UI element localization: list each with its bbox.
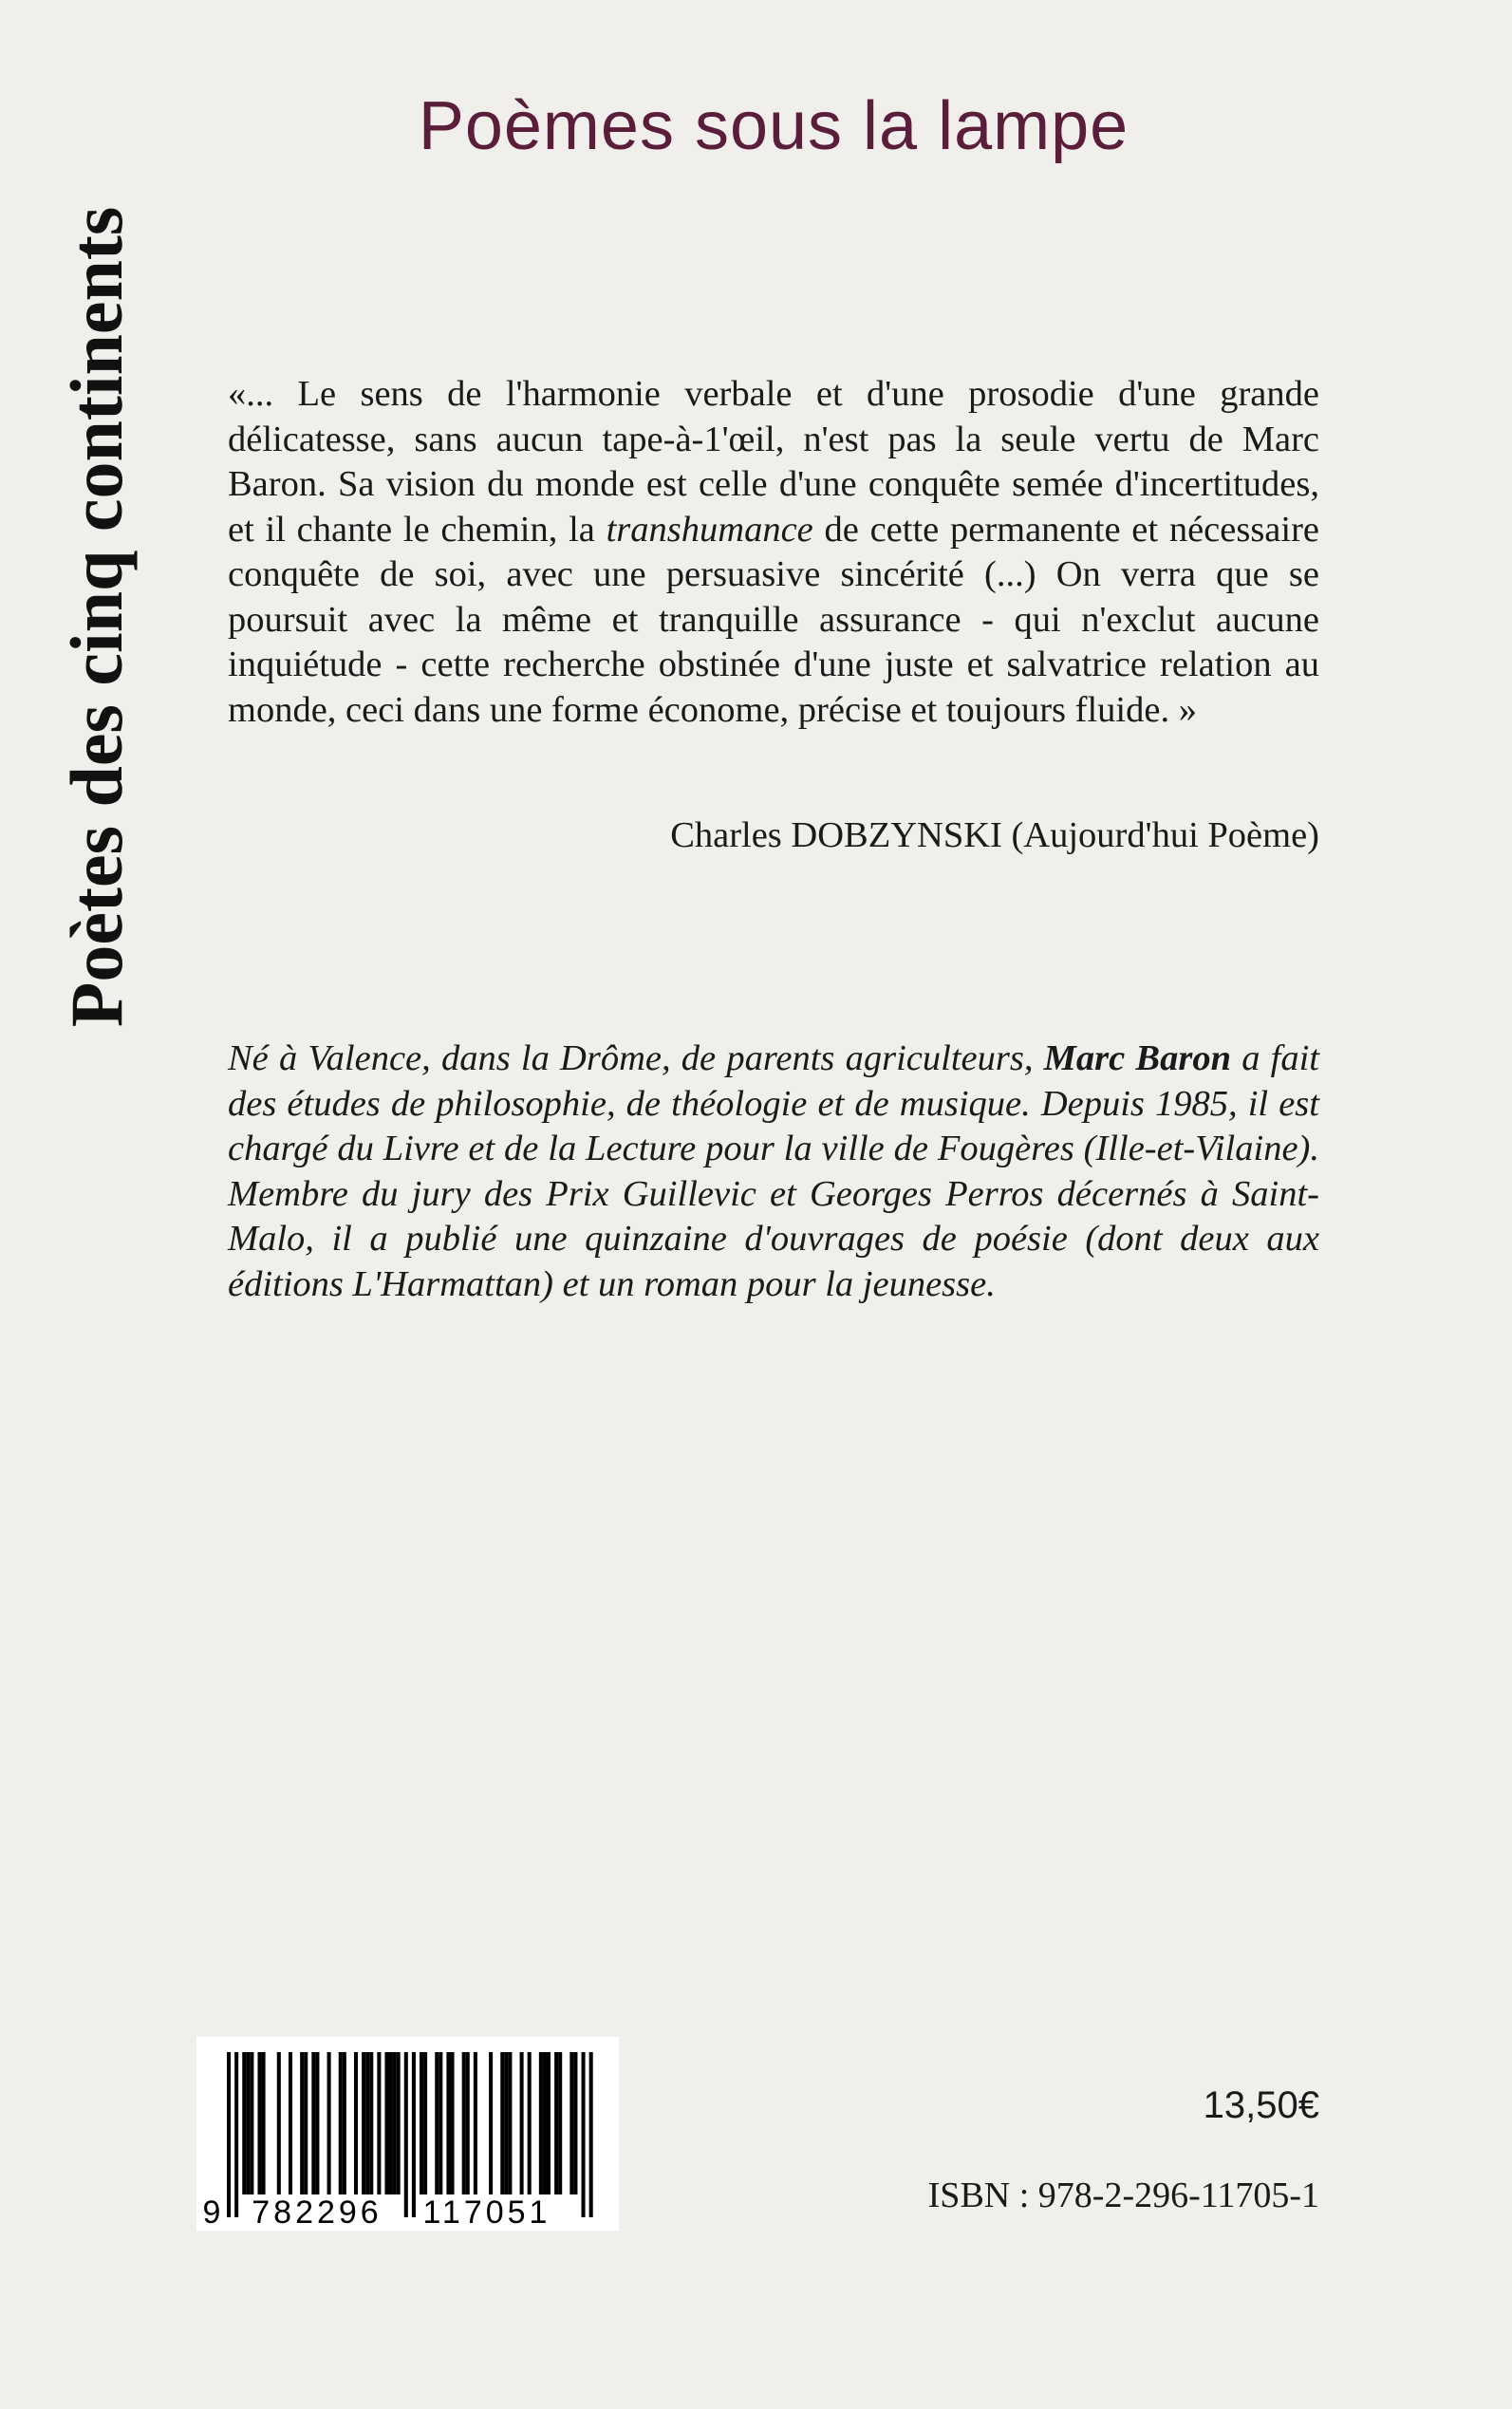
barcode-bar [528, 2052, 532, 2194]
barcode-bar [520, 2052, 524, 2194]
barcode-bar [250, 2052, 253, 2194]
quote-italic-word: transhumance [606, 509, 813, 550]
quote-attribution: Charles DOBZYNSKI (Aujourd'hui Poème) [670, 815, 1319, 855]
quote-text-start: «... Le sens de l'harmonie verbale et d'une prosodie d'une grande délicatesse, sans aucun tape-à-1'œil, n'est pas la seule vertu de Marc Baron. Sa vision du monde est celle d'une conquête semée d'incertitudes, et il chante le chemin, la [228, 374, 1319, 550]
barcode-bar [569, 2052, 573, 2194]
barcode-bar [504, 2052, 508, 2194]
barcode-bar [462, 2052, 466, 2194]
barcode [196, 2037, 619, 2231]
barcode-bar [277, 2052, 281, 2194]
book-title: Poèmes sous la lampe [418, 88, 1129, 164]
barcode-bar [311, 2052, 315, 2194]
quote-text-end: de cette permanente et nécessaire conquête de soi, avec une persuasive sincérité (...) On verra que se poursuit avec la même et tranquille assurance - qui n'exclut aucune inquiétude - cette recherche obstinée d'une juste et salvatrice relation au monde, ceci dans une forme économe, précise et toujours fluide. » [228, 509, 1319, 730]
barcode-bar [377, 2052, 381, 2194]
barcode-first-digit: 9 [202, 2194, 221, 2231]
barcode-bar [539, 2052, 543, 2194]
barcode-bar [489, 2052, 493, 2194]
bio-text-start: Né à Valence, dans la Drôme, de parents agriculteurs, [228, 1038, 1044, 1078]
bio-text-end: a fait des études de philosophie, de théologie et de musique. Depuis 1985, il est chargé du Livre et de la Lecture pour la ville de Fougères (Ille-et-Vilaine). Membre du jury des Prix Guillevic et Georges Perros décernés à Saint-Malo, il a publié une quinzaine d'ouvrages de poésie (dont deux aux éditions L'Harmattan) et un roman pour la jeunesse. [228, 1038, 1319, 1304]
barcode-bar [439, 2052, 442, 2194]
barcode-bar [289, 2052, 292, 2194]
barcode-bar [304, 2052, 308, 2194]
barcode-bar [435, 2052, 439, 2194]
author-bio [228, 1036, 1319, 1307]
barcode-graphic [196, 2037, 619, 2231]
barcode-bar [508, 2052, 512, 2194]
barcode-bar [582, 2052, 586, 2217]
barcode-bar [397, 2052, 401, 2194]
barcode-bar [466, 2052, 470, 2194]
barcode-bar [423, 2052, 427, 2194]
barcode-bar [362, 2052, 365, 2194]
barcode-bar [234, 2052, 238, 2217]
barcode-bar [543, 2052, 547, 2194]
barcode-bar [554, 2052, 558, 2194]
barcode-bar [257, 2052, 261, 2194]
barcode-digits-right: 117051 [422, 2194, 551, 2231]
series-name: Poètes des cinq continents [55, 206, 138, 1028]
barcode-bar [404, 2052, 408, 2217]
barcode-bar [500, 2052, 504, 2194]
barcode-bar [589, 2052, 593, 2217]
barcode-bar [446, 2052, 450, 2194]
barcode-bar [393, 2052, 397, 2194]
price: 13,50€ [1203, 2084, 1319, 2126]
barcode-bar [450, 2052, 454, 2194]
barcode-bar [558, 2052, 562, 2194]
barcode-bar [315, 2052, 319, 2194]
barcode-bar [327, 2052, 331, 2194]
barcode-bar [343, 2052, 346, 2194]
barcode-bar [242, 2052, 246, 2194]
barcode-bar [420, 2052, 423, 2194]
isbn: ISBN : 978-2-296-11705-1 [927, 2176, 1319, 2215]
barcode-bar [369, 2052, 373, 2194]
barcode-bar [262, 2052, 266, 2194]
barcode-bar [384, 2052, 388, 2194]
barcode-bar [246, 2052, 250, 2194]
barcode-bar [300, 2052, 304, 2194]
barcode-digits-left: 782296 [252, 2194, 383, 2231]
barcode-bar [474, 2052, 477, 2194]
author-name: Marc Baron [1043, 1038, 1231, 1078]
barcode-bar [573, 2052, 577, 2194]
barcode-bar [227, 2052, 231, 2217]
barcode-bar [412, 2052, 416, 2217]
barcode-bar [389, 2052, 393, 2194]
barcode-bar [339, 2052, 343, 2194]
barcode-bar [365, 2052, 369, 2194]
review-quote [228, 372, 1319, 733]
barcode-bar [547, 2052, 551, 2194]
barcode-bar [354, 2052, 358, 2194]
